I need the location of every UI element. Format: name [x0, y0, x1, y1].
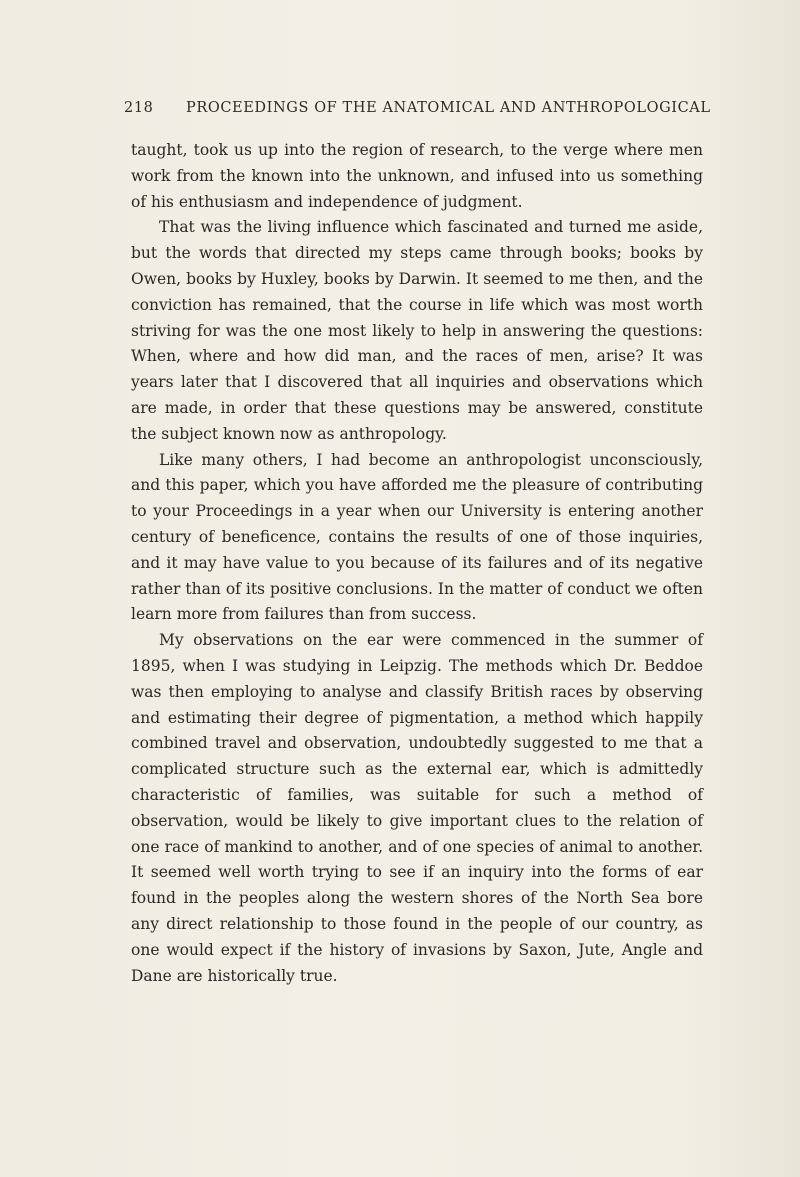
paragraph-2: That was the living influence which fascinated and turned me aside, but the words that directed my steps came through books; books by Owen, books by Huxley, books by Darwin. It seemed to me then, and the conviction has remained, that the course in life which was most worth striving for was the one most likely to help in answering the questions: When, where and how did man, and the races of men, arise? It was years later that I discovered that all inquiries and observations which are made, in order that these questions may be answered, constitute the subject known now as anthropology. [131, 218, 703, 443]
paragraph-3: Like many others, I had become an anthropologist unconsciously, and this paper, which you have afforded me the pleasure of contributing to your Proceedings in a year when our University is entering another century of beneficence, contains the results of one of those inquiries, and it may have value to you because of its failures and of its negative rather than of its positive conclusions. In the matter of conduct we often learn more from failures than from success. [131, 450, 703, 624]
paragraph-1: taught, took us up into the region of research, to the verge where men work from the known into the unknown, and infused into us something of his enthusiasm and independence of judgment. [131, 141, 703, 211]
running-header [124, 100, 711, 116]
body-text [131, 138, 703, 989]
paragraph-4: My observations on the ear were commenced in the summer of 1895, when I was studying in Leipzig. The methods which Dr. Beddoe was then employing to analyse and classify British races by observing and estimating their degree of pigmentation, a method which happily combined travel and observation, undoubtedly suggested to me that a complicated structure such as the external ear, which is admittedly characteristic of families, was suitable for such a method of observation, would be likely to give important clues to the relation of one race of mankind to another, and of one species of animal to another. It seemed well worth trying to see if an inquiry into the forms of ear found in the peoples along the western shores of the North Sea bore any direct relationship to those found in the people of our country, as one would expect if the history of invasions by Saxon, Jute, Angle and Dane are historically true. [131, 631, 703, 985]
running-title: PROCEEDINGS OF THE ANATOMICAL AND ANTHROPOLOGICAL [186, 100, 711, 116]
page-number: 218 [124, 100, 154, 116]
